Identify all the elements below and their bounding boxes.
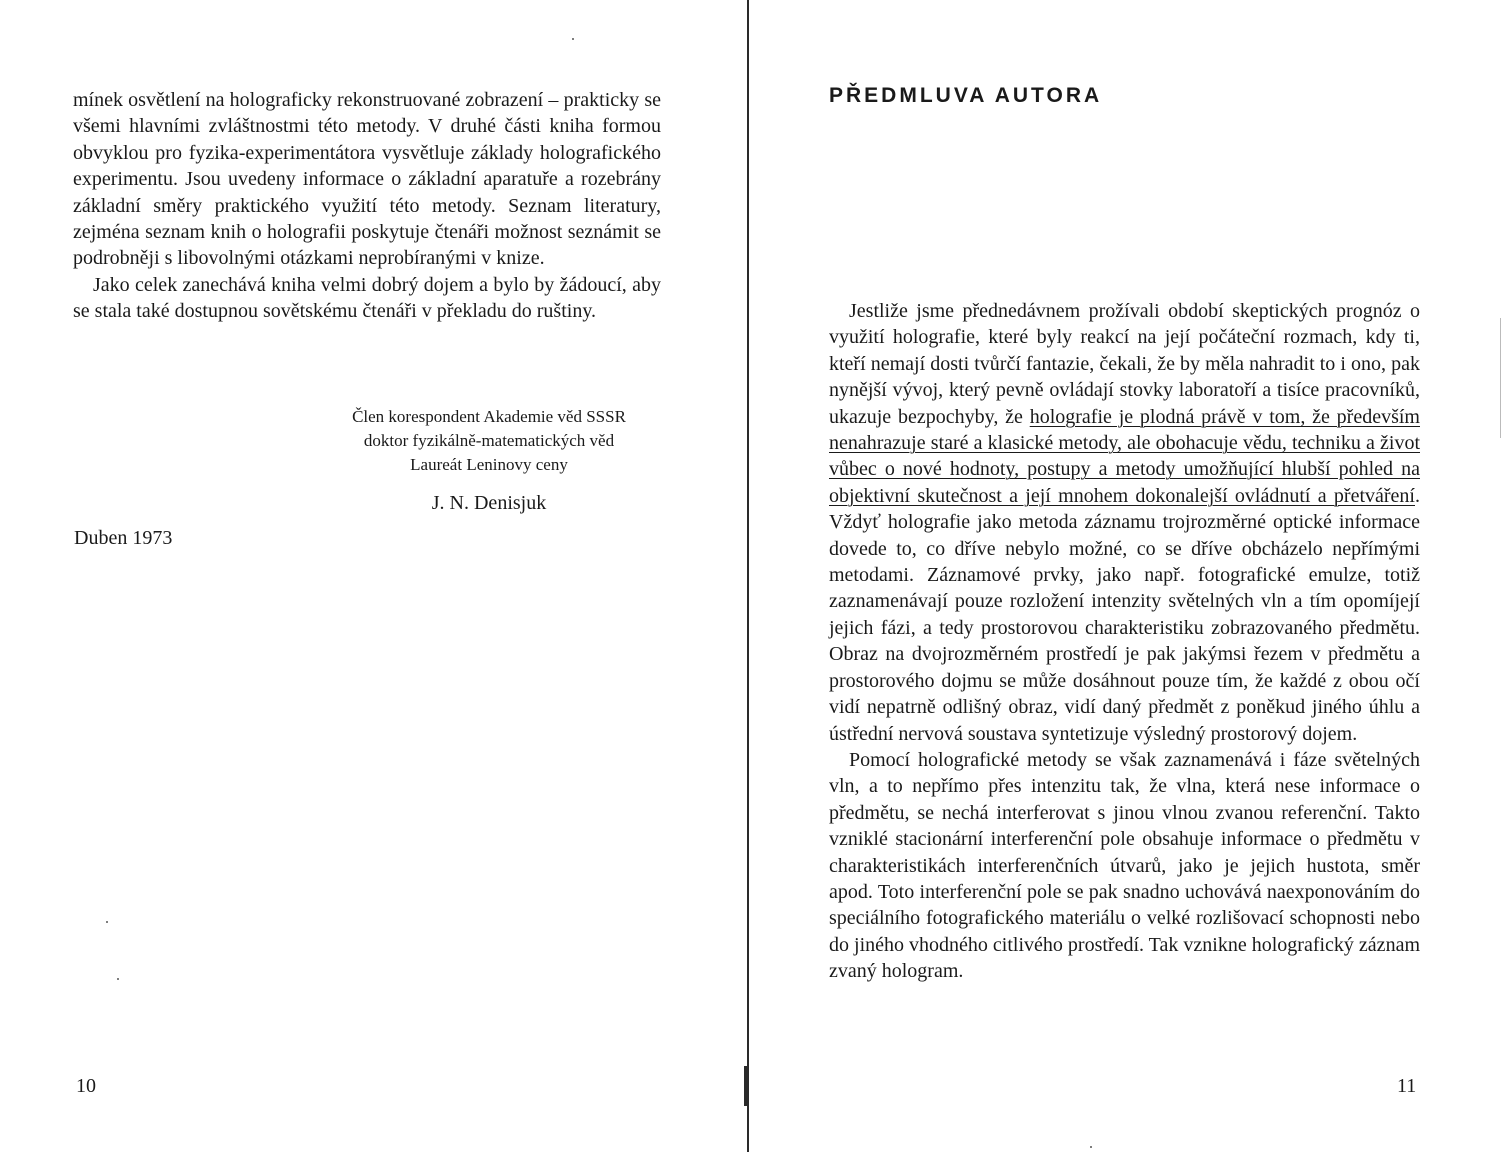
underlined-passage: holografie je plodná právě v tom, že především nenahrazuje staré a klasické metody, ale obohacuje vědu, techniku a život vůbec o nové hodnoty, postupy a metody umožňující hlubší pohled na objektivní skutečnost a její mnohem dokonalejší ovládnutí a přetváření <box>829 405 1420 507</box>
signature-award-line: Laureát Leninovy ceny <box>410 455 568 474</box>
right-paragraph-1 <box>829 298 1420 747</box>
page-number-right: 11 <box>1397 1075 1417 1097</box>
page-number-left: 10 <box>76 1075 96 1097</box>
signature-degree-line: doktor fyzikálně-matematických věd <box>363 431 615 450</box>
paragraph-1-end: . Vždyť holografie jako metoda záznamu trojrozměrné optické informace dovede to, co dříve nebylo možné, co se dříve obcházelo nepřímými metodami. Záznamové prvky, jako např. fotografické emulze, totiž zaznamenávají pouze rozložení intenzity světelných vln a tím opomíjejí jejich fázi, a tedy prostorovou charakteristiku zobrazovaného předmětu. Obraz na dvojrozměrném prostředí je pak jakýmsi řezem v předmětu a prostorového dojmu se může dosáhnout pouze tím, že každé z obou očí vidí nepatrně odlišný obraz, vidí daný předmět z poněkud jiného úhlu a ústřední nervová soustava syntetizuje výsledný prostorový dojem. <box>829 484 1420 745</box>
chapter-title: PŘEDMLUVA AUTORA <box>829 84 1103 107</box>
right-page-body <box>829 298 1420 985</box>
left-page-body <box>73 87 661 325</box>
date-line: Duben 1973 <box>74 527 173 549</box>
scan-speck <box>572 38 574 40</box>
book-gutter <box>747 0 749 1152</box>
right-paragraph-2: Pomocí holografické metody se však zaznamenává i fáze světelných vln, a to nepřímo přes intenzitu tak, že vlna, která nese informace o předmětu, se nechá interferovat s jinou vlnou zvanou referenční. Takto vzniklé stacionární interferenční pole obsahuje informace o předmětu v charakteristikách interferenčních útvarů, jako je jejich hustota, směr apod. Toto interferenční pole se pak snadno uchovává naexponováním do speciálního fotografického materiálu o velké rozlišovací schopnosti nebo do jiného vhodného citlivého prostředí. Tak vznikne holografický záznam zvaný hologram. <box>829 748 1420 983</box>
scan-speck <box>117 978 119 980</box>
signature-title-line: Člen korespondent Akademie věd SSSR <box>352 407 626 426</box>
paragraph-1-start: Jestliže jsme přednedávnem prožívali období skeptických prognóz o využití holografie, které byly reakcí na její počáteční rozmach, kdy ti, kteří nemají dosti tvůrčí fantazie, čekali, že by měla nahradit to i ono, pak nynější vývoj, který pevně ovládají stovky laboratoří a tisíce pracovníků, ukazuje bezpochyby, že <box>829 300 1420 428</box>
left-paragraph-1: mínek osvětlení na holograficky rekonstruované zobrazení – prakticky se všemi hlavními zvláštnostmi této metody. V druhé části kniha formou obvyklou pro fyzika-experimentátora vysvětluje základy holografického experimentu. Jsou uvedeny informace o základní aparatuře a rozebrány základní směry praktického využití této metody. Seznam literatury, zejména seznam knih o holografii poskytuje čtenáři možnost seznámit se podrobněji s libovolnými otázkami neprobíranými v knize. <box>73 89 661 270</box>
gutter-tick <box>744 1066 747 1106</box>
left-paragraph-2: Jako celek zanechává kniha velmi dobrý dojem a bylo by žádoucí, aby se stala také dostupnou sovětskému čtenáři v překladu do ruštiny. <box>73 273 661 323</box>
scan-speck <box>106 921 108 923</box>
signature-name: J. N. Denisjuk <box>431 492 547 514</box>
signature-block <box>330 405 648 515</box>
